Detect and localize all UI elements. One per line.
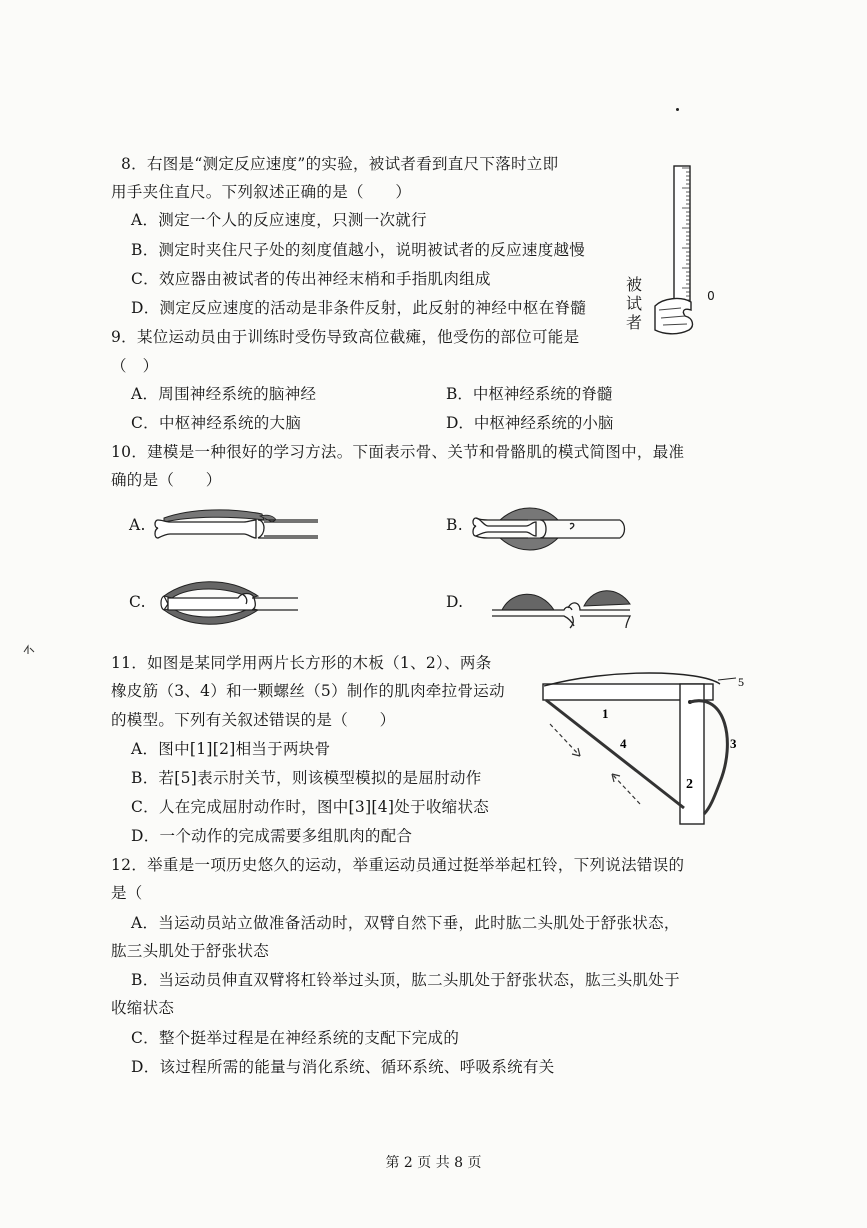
- model-label-3: 3: [730, 736, 737, 751]
- q11-option-a: A．图中[1][2]相当于两块骨: [131, 740, 331, 758]
- q10-option-d-label: D.: [446, 593, 464, 611]
- q8-stem-line2: 用手夹住直尺。下列叙述正确的是（ ）: [111, 183, 412, 201]
- q10-option-c-diagram: [158, 576, 308, 630]
- q10-option-c-label: C.: [129, 593, 146, 611]
- muscle-model-figure: [540, 662, 780, 842]
- q11-option-d: D．一个动作的完成需要多组肌肉的配合: [131, 827, 413, 845]
- q10-option-a-label: A.: [129, 516, 146, 534]
- q12-option-a-line1: A．当运动员站立做准备活动时，双臂自然下垂，此时肱二头肌处于舒张状态，: [131, 914, 680, 932]
- q11-stem-line3: 的模型。下列有关叙述错误的是（ ）: [111, 711, 396, 729]
- scan-speck: [676, 108, 679, 111]
- q8-option-a: A．测定一个人的反应速度，只测一次就行: [131, 211, 427, 229]
- q8-option-b: B．测定时夹住尺子处的刻度值越小，说明被试者的反应速度越慢: [131, 241, 586, 259]
- q8-option-c: C．效应器由被试者的传出神经末梢和手指肌肉组成: [131, 270, 491, 288]
- model-label-4: 4: [620, 736, 627, 751]
- page-number-footer: 第 2 页 共 8 页: [385, 1155, 482, 1171]
- q10-stem-line2: 确的是（ ）: [111, 471, 222, 489]
- model-label-1: 1: [602, 706, 609, 721]
- q12-stem-line2: 是（: [111, 884, 143, 902]
- q11-option-c: C．人在完成屈肘动作时，图中[3][4]处于收缩状态: [131, 798, 490, 816]
- margin-pen-mark: [22, 642, 38, 658]
- q12-option-a-line2: 肱三头肌处于舒张状态: [111, 942, 270, 960]
- q12-stem-line1: 12．举重是一项历史悠久的运动，举重运动员通过挺举举起杠铃，下列说法错误的: [111, 856, 685, 874]
- q8-stem-line1: 8．右图是“测定反应速度”的实验，被试者看到直尺下落时立即: [121, 155, 559, 173]
- q12-option-d: D．该过程所需的能量与消化系统、循环系统、呼吸系统有关: [131, 1058, 555, 1076]
- q12-option-c: C．整个挺举过程是在神经系统的支配下完成的: [131, 1029, 460, 1047]
- q10-stem-line1: 10．建模是一种很好的学习方法。下面表示骨、关节和骨骼肌的模式简图中，最准: [111, 443, 685, 461]
- q12-option-b-line1: B．当运动员伸直双臂将杠铃举过头顶，肱二头肌处于舒张状态，肱三头肌处于: [131, 971, 680, 989]
- model-label-5: 5: [738, 675, 744, 689]
- q11-stem-line2: 橡皮筋（3、4）和一颗螺丝（5）制作的肌肉牵拉骨运动: [111, 682, 505, 700]
- ruler-label-char-3: 者: [625, 313, 642, 332]
- q10-option-a-diagram: [152, 506, 322, 550]
- q11-stem-line1: 11．如图是某同学用两片长方形的木板（1、2）、两条: [111, 654, 492, 672]
- q9-option-d: D．中枢神经系统的小脑: [446, 414, 614, 432]
- q11-option-b: B．若[5]表示肘关节，则该模型模拟的是屈肘动作: [131, 769, 482, 787]
- q8-option-d: D．测定反应速度的活动是非条件反射，此反射的神经中枢在脊髓: [131, 299, 587, 317]
- q9-stem-line1: 9．某位运动员由于训练时受伤导致高位截瘫，他受伤的部位可能是: [111, 328, 580, 346]
- q9-option-c: C．中枢神经系统的大脑: [131, 414, 302, 432]
- q9-option-b: B．中枢神经系统的脊髓: [446, 385, 613, 403]
- q10-option-b-diagram: [470, 502, 630, 556]
- ruler-label-char-2: 试: [625, 294, 642, 313]
- q10-option-b-label: B.: [446, 516, 463, 534]
- q9-option-a: A．周围神经系统的脑神经: [131, 385, 317, 403]
- ruler-label-char-1: 被: [625, 275, 642, 294]
- q9-stem-line2: （ ）: [111, 357, 159, 375]
- q10-option-d-diagram: [488, 580, 638, 634]
- q12-option-b-line2: 收缩状态: [111, 999, 175, 1017]
- ruler-zero-mark: 0: [707, 289, 715, 303]
- model-label-2: 2: [686, 777, 693, 792]
